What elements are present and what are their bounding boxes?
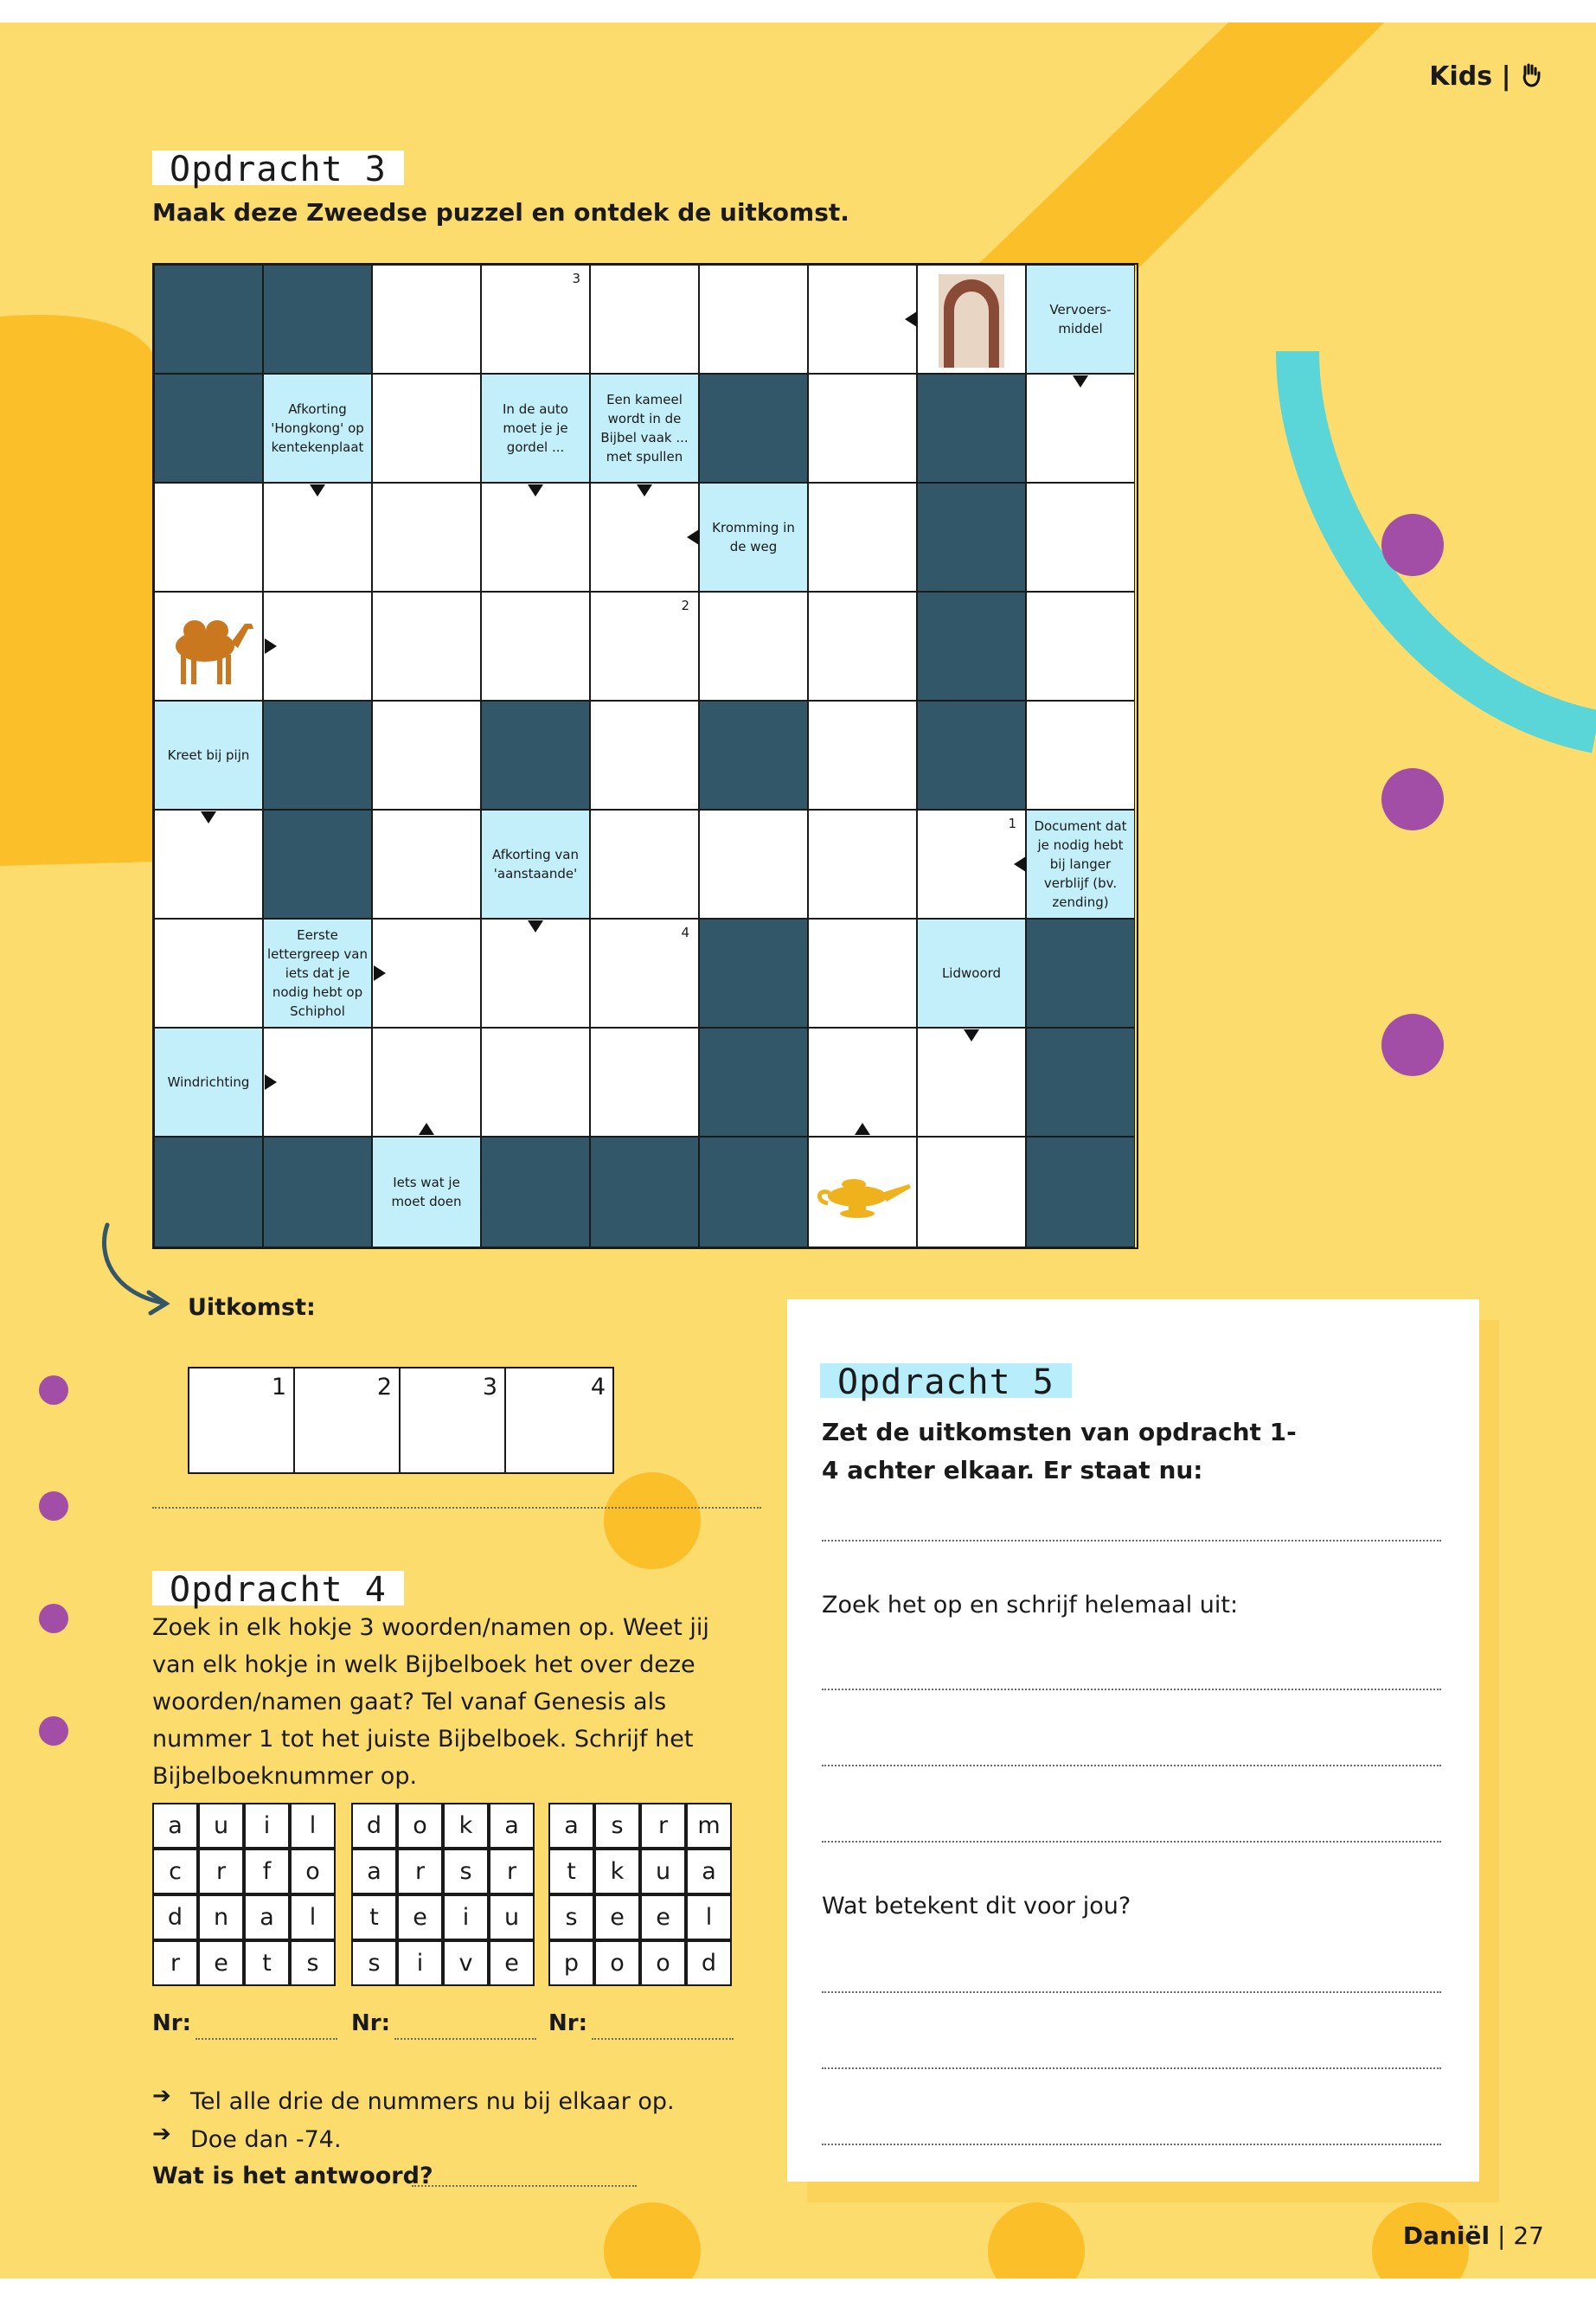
clue-hongkong: Afkorting 'Hongkong' op kentekenplaat [263,374,372,483]
grid-cell[interactable] [590,1028,699,1137]
grid-cell[interactable] [808,919,917,1028]
grid-cell[interactable] [590,265,699,374]
letter-cell: a [686,1849,732,1894]
grid-cell[interactable] [590,701,699,810]
arch-icon [918,266,1025,373]
letter-cell: i [443,1894,489,1940]
uitkomst-answer-line[interactable] [152,1507,761,1509]
answer-line[interactable] [822,1689,1441,1690]
letter-cell: i [244,1803,290,1849]
clue-kromming: Kromming in de weg [699,483,808,592]
page [0,22,1596,2279]
page-number: 27 [1513,2221,1544,2250]
letter-cell: k [594,1849,640,1894]
letter-cell: o [290,1849,336,1894]
letter-cell: r [152,1940,198,1986]
letter-cell: e [198,1940,244,1986]
nr-field-2[interactable]: Nr: [351,2010,390,2036]
letter-cell: e [489,1940,535,1986]
grid-cell[interactable] [263,1028,372,1137]
opdracht3-subtitle: Maak deze Zweedse puzzel en ontdek de uitkomst. [152,198,849,227]
clue-lidwoord: Lidwoord [917,919,1026,1028]
letter-cell: o [640,1940,686,1986]
purple-dot [1381,514,1444,576]
letter-cell: s [443,1849,489,1894]
grid-cell[interactable] [808,592,917,701]
grid-cell[interactable] [590,810,699,919]
grid-cell[interactable] [154,810,263,919]
grid-cell[interactable] [808,701,917,810]
grid-cell-dark [699,374,808,483]
grid-cell[interactable] [1026,483,1135,592]
grid-cell[interactable] [1026,374,1135,483]
clue-kameel: Een kameel wordt in de Bijbel vaak ... met spullen [590,374,699,483]
letter-cell: c [152,1849,198,1894]
arrow-down-icon [528,920,543,933]
purple-dot [39,1375,68,1405]
letter-cell: t [548,1849,594,1894]
grid-cell[interactable] [481,919,590,1028]
purple-dot [39,1716,68,1746]
grid-cell[interactable] [372,265,481,374]
grid-cell[interactable] [372,483,481,592]
uitkomst-label: Uitkomst: [188,1294,316,1321]
uitkomst-cell-3[interactable]: 3 [399,1367,506,1474]
grid-cell-dark [917,483,1026,592]
uitkomst-cell-1[interactable]: 1 [188,1367,295,1474]
letter-cell: s [290,1940,336,1986]
purple-dot [1381,1014,1444,1076]
arrow-up-icon [855,1123,870,1135]
footer-book: Daniël [1402,2221,1490,2250]
opdracht3-title: Opdracht 3 [152,151,404,185]
letter-cell: e [397,1894,443,1940]
grid-cell-dark [1026,1137,1135,1247]
grid-cell[interactable] [481,592,590,701]
clue-schiphol: Eerste lettergreep van iets dat je nodig hebt op Schiphol [263,919,372,1028]
grid-cell-dark [154,374,263,483]
letter-cell: o [397,1803,443,1849]
letter-cell: r [198,1849,244,1894]
letter-cell: m [686,1803,732,1849]
letter-cell: r [489,1849,535,1894]
grid-cell[interactable] [372,701,481,810]
grid-cell[interactable] [917,1137,1026,1247]
grid-cell[interactable] [372,592,481,701]
letter-cell: a [152,1803,198,1849]
grid-cell[interactable] [481,1028,590,1137]
answer-line[interactable] [822,1991,1441,1993]
letter-cell: i [397,1940,443,1986]
grid-cell-dark [917,374,1026,483]
letter-grid-3 [548,1803,732,1986]
section-tag: Kids | [1429,61,1542,92]
letter-cell: d [152,1894,198,1940]
grid-cell[interactable] [372,919,481,1028]
arrow-right-icon: ➔ [152,2121,171,2147]
grid-cell[interactable] [154,483,263,592]
orange-dot [604,1472,701,1569]
arch-picture-clue [917,265,1026,374]
step-1: Tel alle drie de nummers nu bij elkaar op. [190,2088,675,2115]
letter-cell: p [548,1940,594,1986]
letter-cell: u [489,1894,535,1940]
grid-cell-dark [699,919,808,1028]
arrow-down-icon [310,484,325,497]
clue-kreet: Kreet bij pijn [154,701,263,810]
grid-cell-dark [263,810,372,919]
grid-cell[interactable] [808,1028,917,1137]
letter-cell: l [290,1894,336,1940]
grid-cell[interactable] [481,483,590,592]
grid-cell-dark [481,701,590,810]
grid-cell[interactable] [808,374,917,483]
grid-cell-dark [1026,1028,1135,1137]
grid-cell[interactable] [917,1028,1026,1137]
grid-cell[interactable] [1026,592,1135,701]
grid-cell-number-3[interactable]: 3 [481,265,590,374]
grid-cell-number-4[interactable]: 4 [590,919,699,1028]
crossword-grid [152,263,1138,1249]
nr-line-1[interactable] [195,2038,337,2040]
grid-cell[interactable] [808,810,917,919]
grid-cell-dark [154,265,263,374]
letter-cell: r [397,1849,443,1894]
arrow-left-icon [687,529,699,545]
arrow-down-icon [964,1029,979,1042]
grid-cell[interactable] [1026,701,1135,810]
clue-document: Document dat je nodig hebt bij langer verblijf (bv. zending) [1026,810,1135,919]
grid-cell[interactable] [372,810,481,919]
grid-cell[interactable] [154,919,263,1028]
purple-dot [39,1604,68,1633]
arrow-right-icon [374,965,386,981]
grid-cell-number-2[interactable]: 2 [590,592,699,701]
letter-cell: k [443,1803,489,1849]
grid-cell[interactable] [699,592,808,701]
answer-line[interactable] [822,1765,1441,1766]
arrow-up-icon [419,1123,434,1135]
section-tag-label: Kids [1429,61,1493,92]
answer-line[interactable] [412,2185,637,2187]
answer-line[interactable] [822,2144,1441,2145]
grid-cell[interactable] [590,483,699,592]
step-2: Doe dan -74. [190,2126,342,2153]
arrow-left-icon [1014,856,1026,872]
letter-cell: t [244,1940,290,1986]
grid-cell[interactable] [808,483,917,592]
grid-cell-dark [1026,919,1135,1028]
letter-cell: f [244,1849,290,1894]
letter-cell: a [351,1849,397,1894]
grid-cell[interactable] [372,1028,481,1137]
letter-cell: o [594,1940,640,1986]
letter-cell: a [548,1803,594,1849]
arrow-right-icon [265,638,277,654]
grid-cell-number-1[interactable]: 1 [917,810,1026,919]
grid-cell[interactable] [263,592,372,701]
letter-cell: u [640,1849,686,1894]
answer-line[interactable] [822,1841,1441,1843]
nr-field-3[interactable]: Nr: [548,2010,587,2036]
clue-windrichting: Windrichting [154,1028,263,1137]
nr-line-3[interactable] [592,2038,734,2040]
uitkomst-cell-4[interactable]: 4 [504,1367,614,1474]
grid-cell[interactable] [372,374,481,483]
arrow-down-icon [528,484,543,497]
clue-aanstaande: Afkorting van 'aanstaande' [481,810,590,919]
arrow-down-icon [637,484,652,497]
letter-cell: v [443,1940,489,1986]
lamp-picture-clue [808,1137,917,1247]
curved-arrow-icon [95,1220,178,1317]
grid-cell[interactable] [808,265,917,374]
arrow-left-icon [905,311,917,327]
grid-cell-dark [699,1028,808,1137]
letter-cell: e [594,1894,640,1940]
letter-cell: s [594,1803,640,1849]
camel-icon [155,593,262,700]
clue-doen: Iets wat je moet doen [372,1137,481,1247]
arrow-down-icon [1073,375,1088,388]
arrow-right-icon: ➔ [152,2083,171,2109]
purple-dot [39,1491,68,1521]
answer-label: Wat is het antwoord? [152,2163,433,2189]
opdracht5-subtitle: Zet de uitkomsten van opdracht 1-4 achter elkaar. Er staat nu: [822,1418,1297,1484]
nr-line-2[interactable] [394,2038,536,2040]
grid-cell[interactable] [263,483,372,592]
hand-icon [1520,62,1542,88]
letter-grid-1 [152,1803,336,1986]
zoek-label: Zoek het op en schrijf helemaal uit: [822,1592,1239,1618]
clue-vervoersmiddel: Vervoers-middel [1026,265,1135,374]
clue-gordel: In de auto moet je je gordel ... [481,374,590,483]
grid-cell-dark [590,1137,699,1247]
page-footer: Daniël | 27 [1402,2221,1544,2250]
answer-line[interactable] [822,2067,1441,2069]
letter-cell: d [351,1803,397,1849]
nr-field-1[interactable]: Nr: [152,2010,191,2036]
camel-picture-clue [154,592,263,701]
grid-cell-dark [917,701,1026,810]
grid-cell-dark [699,1137,808,1247]
opdracht4-title: Opdracht 4 [152,1571,404,1606]
grid-cell[interactable] [699,810,808,919]
oil-lamp-icon [809,1138,916,1245]
grid-cell-dark [263,1137,372,1247]
grid-cell-dark [263,701,372,810]
arrow-down-icon [201,811,216,824]
letter-cell: a [244,1894,290,1940]
grid-cell-dark [481,1137,590,1247]
letter-cell: e [640,1894,686,1940]
grid-cell-dark [263,265,372,374]
answer-line[interactable] [822,1540,1441,1541]
letter-cell: s [351,1940,397,1986]
letter-grid-2 [351,1803,535,1986]
letter-cell: n [198,1894,244,1940]
opdracht5-card [787,1299,1479,2182]
letter-cell: d [686,1940,732,1986]
betekent-label: Wat betekent dit voor jou? [822,1893,1131,1920]
opdracht4-instructions: Zoek in elk hokje 3 woorden/namen op. Weet jij van elk hokje in welk Bijbelboek het over deze woorden/namen gaat? Tel vanaf Genesis als nummer 1 tot het juiste Bijbelboek. Schrijf het Bijbelboeknummer op. [152,1614,709,1790]
letter-cell: s [548,1894,594,1940]
letter-cell: r [640,1803,686,1849]
grid-cell-dark [699,701,808,810]
letter-cell: u [198,1803,244,1849]
uitkomst-cell-2[interactable]: 2 [293,1367,401,1474]
opdracht5-title: Opdracht 5 [820,1363,1072,1398]
grid-cell[interactable] [699,265,808,374]
arrow-right-icon [265,1074,277,1090]
letter-cell: a [489,1803,535,1849]
purple-dot [1381,768,1444,830]
letter-cell: t [351,1894,397,1940]
letter-cell: l [290,1803,336,1849]
letter-cell: l [686,1894,732,1940]
grid-cell-dark [917,592,1026,701]
